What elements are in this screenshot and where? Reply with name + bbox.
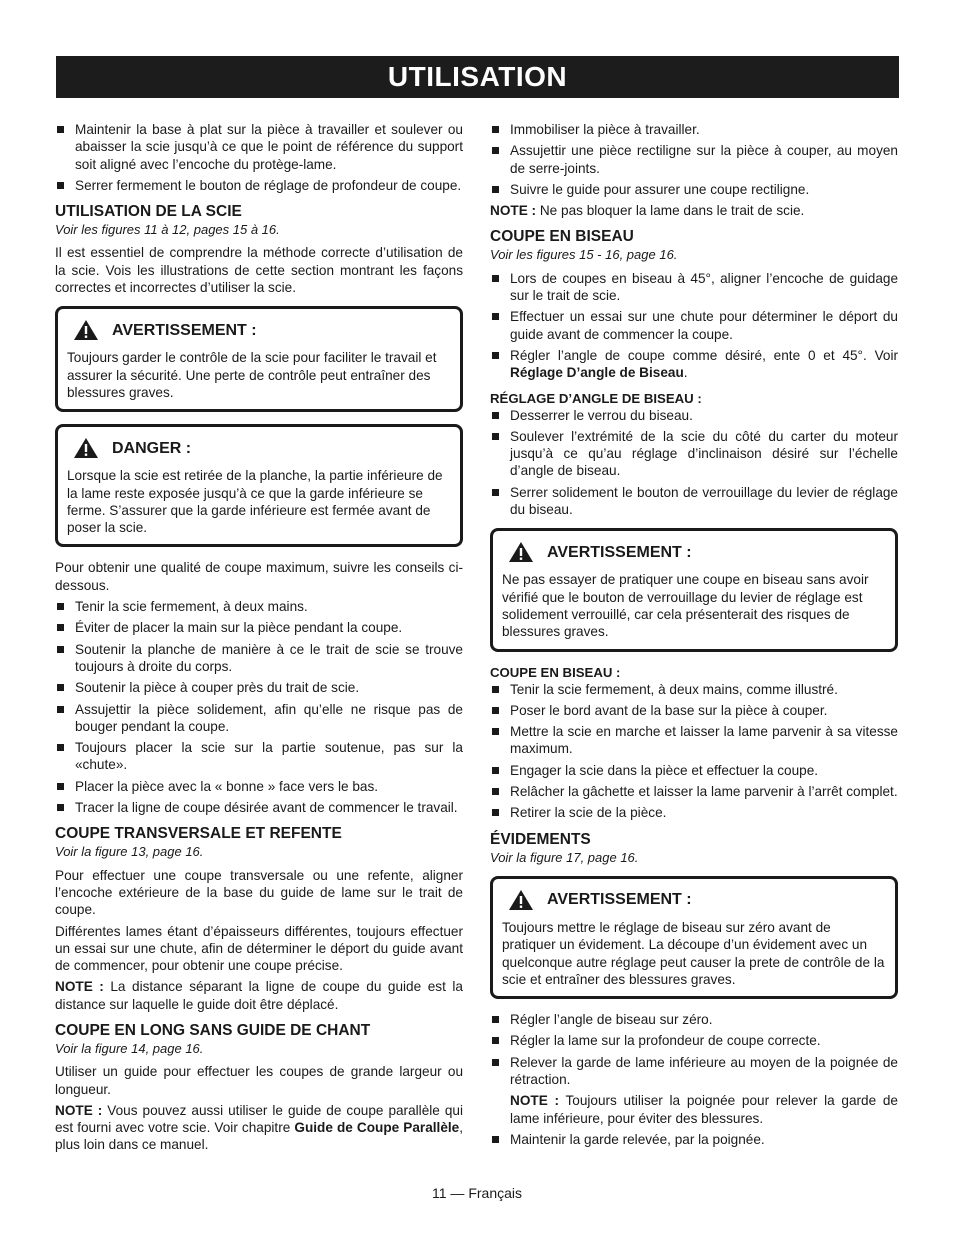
page-banner-title: UTILISATION bbox=[56, 56, 899, 98]
list-item: Soulever l’extrémité de la scie du côté du carter du moteur jusqu’à ce qu’au réglage d’inclinaison désiré sur l’échelle d’angle de biseau. bbox=[490, 428, 898, 480]
note-paragraph bbox=[490, 1092, 898, 1127]
list-item: Engager la scie dans la pièce et effectuer la coupe. bbox=[490, 762, 898, 779]
warning-header bbox=[73, 319, 451, 341]
note-label: NOTE : bbox=[510, 1093, 559, 1109]
list-item: Serrer fermement le bouton de réglage de profondeur de coupe. bbox=[55, 177, 463, 194]
section-title-coupe-en-long: COUPE EN LONG SANS GUIDE DE CHANT bbox=[55, 1021, 371, 1039]
warning-body: Toujours mettre le réglage de biseau sur zéro avant de pratiquer un évidement. La découpe d’un évidement avec un quelconque autre réglage peut causer la prete de contrôle de la scie et entraîner des blessures graves. bbox=[502, 919, 885, 987]
list-item: Effectuer un essai sur une chute pour déterminer le déport du guide avant de commencer la coupe. bbox=[490, 308, 898, 343]
warning-header bbox=[508, 889, 886, 911]
figure-reference: Voir la figure 14, page 16. bbox=[55, 1040, 204, 1056]
list-item: Toujours placer la scie sur la partie soutenue, pas sur la «chute». bbox=[55, 739, 463, 774]
list-item: Maintenir la base à plat sur la pièce à travailler et soulever ou abaisser la scie jusqu’à ce que le point de référence du support soit aligné avec l’encoche du protège-lame. bbox=[55, 121, 463, 173]
warning-box bbox=[490, 528, 898, 651]
warning-body: Ne pas essayer de pratiquer une coupe en biseau sans avoir vérifié que le bouton de verrouillage du levier de réglage est solidement verrouillé, car cela présenterait des risques de blessures graves. bbox=[502, 572, 869, 640]
quality-bullet-list bbox=[55, 598, 463, 816]
paragraph: Pour obtenir une qualité de coupe maximum, suivre les conseils ci-dessous. bbox=[55, 560, 463, 593]
note-paragraph bbox=[55, 978, 463, 1013]
warning-box bbox=[55, 306, 463, 412]
intro-bullet-list bbox=[55, 121, 463, 194]
list-item: Serrer solidement le bouton de verrouillage du levier de réglage du biseau. bbox=[490, 484, 898, 519]
warning-triangle-icon bbox=[73, 319, 99, 341]
warning-triangle-icon bbox=[508, 889, 534, 911]
list-item: Maintenir la garde relevée, par la poignée. bbox=[490, 1131, 898, 1148]
paragraph: Différentes lames étant d’épaisseurs différentes, toujours effectuer un essai sur une chute, afin de déterminer le déport du guide avant de commencer, pour obtenir une coupe précise. bbox=[55, 923, 463, 974]
paragraph: Il est essentiel de comprendre la méthode correcte d’utilisation de la scie. Vois les illustrations de cette section montrant les façons correctes et incorrectes d’utiliser la scie. bbox=[55, 245, 463, 296]
warning-body: Toujours garder le contrôle de la scie pour faciliter le travail et assurer la sécurité. Une perte de contrôle peut entraîner des blessures graves. bbox=[67, 350, 437, 400]
list-item: Tenir la scie fermement, à deux mains, comme illustré. bbox=[490, 681, 898, 698]
note-paragraph bbox=[490, 202, 898, 219]
warning-triangle-icon bbox=[508, 541, 534, 563]
section-title-evidements: ÉVIDEMENTS bbox=[490, 830, 591, 848]
danger-box bbox=[55, 424, 463, 547]
list-item bbox=[490, 347, 898, 382]
warning-title: AVERTISSEMENT : bbox=[547, 891, 692, 909]
list-item: Relever la garde de lame inférieure au moyen de la poignée de rétraction. bbox=[490, 1054, 898, 1089]
warning-box bbox=[490, 876, 898, 999]
list-item: Suivre le guide pour assurer une coupe rectiligne. bbox=[490, 181, 898, 198]
section-title-coupe-transversale: COUPE TRANSVERSALE ET REFENTE bbox=[55, 825, 342, 843]
list-item: Régler l’angle de biseau sur zéro. bbox=[490, 1011, 898, 1028]
note-text: Toujours utiliser la poignée pour relever la garde de lame inférieure, pour éviter des blessures. bbox=[510, 1093, 898, 1126]
warning-triangle-icon bbox=[73, 437, 99, 459]
top-bullet-list bbox=[490, 121, 898, 198]
danger-title: DANGER : bbox=[112, 439, 192, 457]
list-item-bold-reference: Réglage D’angle de Biseau bbox=[510, 365, 684, 381]
list-item: Retirer la scie de la pièce. bbox=[490, 804, 898, 821]
figure-reference: Voir les figures 11 à 12, pages 15 à 16. bbox=[55, 222, 280, 238]
coupe-biseau-bullet-list bbox=[490, 681, 898, 822]
danger-header bbox=[73, 437, 451, 459]
danger-body: Lorsque la scie est retirée de la planche, la partie inférieure de la lame reste exposée jusqu’à ce que la garde inférieure se ferme. S’assurer que la garde inférieure est fermée avant de poser la scie. bbox=[67, 468, 443, 536]
biseau-bullet-list bbox=[490, 270, 898, 382]
evidements-last-bullet-list bbox=[490, 1131, 898, 1148]
subsection-title-coupe-en-biseau: COUPE EN BISEAU : bbox=[490, 664, 621, 680]
list-item: Tenir la scie fermement, à deux mains. bbox=[55, 598, 463, 615]
list-item: Desserrer le verrou du biseau. bbox=[490, 407, 898, 424]
note-text: La distance séparant la ligne de coupe du guide est la distance sur laquelle le guide doit être déplacé. bbox=[55, 979, 463, 1012]
note-label: NOTE : bbox=[490, 203, 537, 219]
list-item-text: . bbox=[683, 365, 688, 381]
evidements-bullet-list bbox=[490, 1011, 898, 1088]
list-item: Poser le bord avant de la base sur la pièce à couper. bbox=[490, 702, 898, 719]
note-bold-reference: Guide de Coupe Parallèle bbox=[294, 1120, 460, 1136]
list-item: Éviter de placer la main sur la pièce pendant la coupe. bbox=[55, 619, 463, 636]
note-label: NOTE : bbox=[55, 979, 104, 995]
reglage-bullet-list bbox=[490, 407, 898, 519]
note-paragraph bbox=[55, 1102, 463, 1154]
list-item: Tracer la ligne de coupe désirée avant de commencer le travail. bbox=[55, 799, 463, 816]
section-title-utilisation-scie: UTILISATION DE LA SCIE bbox=[55, 203, 242, 221]
figure-reference: Voir la figure 13, page 16. bbox=[55, 844, 204, 860]
list-item: Immobiliser la pièce à travailler. bbox=[490, 121, 898, 138]
list-item: Assujettir la pièce solidement, afin qu’elle ne risque pas de bouger pendant la coupe. bbox=[55, 701, 463, 736]
warning-header bbox=[508, 541, 886, 563]
section-title-coupe-en-biseau: COUPE EN BISEAU bbox=[490, 228, 634, 246]
list-item: Soutenir la pièce à couper près du trait de scie. bbox=[55, 679, 463, 696]
note-label: NOTE : bbox=[55, 1102, 103, 1118]
list-item-text: Régler l’angle de coupe comme désiré, ente 0 et 45°. Voir bbox=[510, 347, 898, 363]
list-item: Placer la pièce avec la « bonne » face vers le bas. bbox=[55, 778, 463, 795]
right-column bbox=[490, 121, 898, 1152]
figure-reference: Voir les figures 15 - 16, page 16. bbox=[490, 247, 678, 263]
warning-title: AVERTISSEMENT : bbox=[112, 321, 257, 339]
subsection-title-reglage-angle: RÉGLAGE D’ANGLE DE BISEAU : bbox=[490, 390, 702, 406]
list-item: Soutenir la planche de manière à ce le trait de scie se trouve toujours à droite du corps. bbox=[55, 641, 463, 676]
note-text: Vous pouvez aussi utiliser le guide de coupe parallèle qui est fourni avec votre scie. Voir chapitre bbox=[55, 1102, 463, 1136]
note-text: Ne pas bloquer la lame dans le trait de scie. bbox=[536, 203, 805, 219]
list-item: Assujettir une pièce rectiligne sur la pièce à couper, au moyen de serre-joints. bbox=[490, 142, 898, 177]
left-column bbox=[55, 121, 463, 1158]
figure-reference: Voir la figure 17, page 16. bbox=[490, 849, 639, 865]
list-item: Lors de coupes en biseau à 45°, aligner l’encoche de guidage sur le trait de scie. bbox=[490, 270, 898, 305]
page-footer: 11 — Français bbox=[432, 1185, 522, 1201]
note-text: , plus loin dans ce manuel. bbox=[55, 1120, 463, 1153]
paragraph: Utiliser un guide pour effectuer les coupes de grande largeur ou longueur. bbox=[55, 1064, 463, 1097]
warning-title: AVERTISSEMENT : bbox=[547, 543, 692, 561]
list-item: Mettre la scie en marche et laisser la lame parvenir à sa vitesse maximum. bbox=[490, 723, 898, 758]
list-item: Relâcher la gâchette et laisser la lame parvenir à l’arrêt complet. bbox=[490, 783, 898, 800]
paragraph: Pour effectuer une coupe transversale ou une refente, aligner l’encoche extérieure de la base du guide de lame sur le trait de coupe. bbox=[55, 867, 463, 918]
list-item: Régler la lame sur la profondeur de coupe correcte. bbox=[490, 1032, 898, 1049]
